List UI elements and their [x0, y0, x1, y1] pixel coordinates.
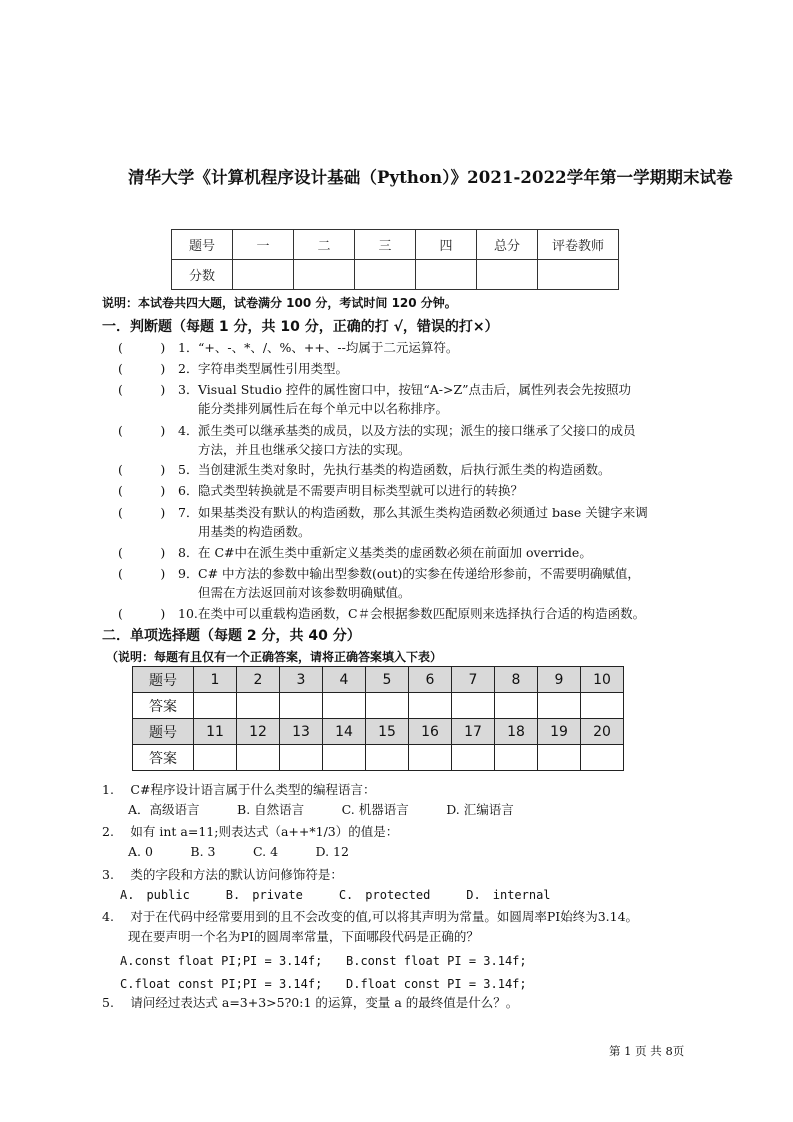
- question-options: A．高级语言 B. 自然语言 C. 机器语言 D. 汇编语言: [128, 802, 514, 817]
- question-text: 1. C#程序设计语言属于什么类型的编程语言：: [102, 782, 376, 797]
- answer-num-cell: 6: [409, 667, 452, 693]
- answer-label-cell: 答案: [133, 745, 194, 771]
- answer-num-cell: 18: [495, 719, 538, 745]
- question-options: [102, 951, 638, 971]
- option-c: C.float const PI;PI = 3.14f;: [120, 977, 323, 991]
- answer-num-cell: 10: [581, 667, 624, 693]
- answer-blank-cell[interactable]: [538, 745, 581, 771]
- answer-blank-cell[interactable]: [581, 693, 624, 719]
- section2-heading: 二．单项选择题（每题 2 分，共 40 分）: [102, 628, 361, 644]
- question-text: 5. 请问经过表达式 a=3+3>5?0:1 的运算，变量 a 的最终值是什么？。: [102, 995, 519, 1010]
- exam-title: 清华大学《计算机程序设计基础（Python）》2021-2022学年第一学期期末试卷: [128, 168, 733, 187]
- score-cell: 三: [355, 230, 416, 260]
- question-options: A. public B. private C. protected D. internal: [120, 888, 551, 902]
- answer-num-cell: 12: [237, 719, 280, 745]
- answer-num-cell: 7: [452, 667, 495, 693]
- tf-item: ( ) 3．Visual Studio 控件的属性窗口中，按钮“A->Z”点击后，属性列表会先按照功 能分类排列属性后在每个单元中以名称排序。: [118, 382, 632, 416]
- tf-item: ( ) 6．隐式类型转换就是不需要声明目标类型就可以进行的转换？: [118, 483, 524, 498]
- score-cell: 题号: [172, 230, 233, 260]
- score-table: [171, 229, 619, 290]
- answer-num-cell: 17: [452, 719, 495, 745]
- tf-item: ( ) 8．在 C#中在派生类中重新定义基类类的虚函数必须在前面加 override。: [118, 545, 592, 560]
- answer-num-cell: 1: [194, 667, 237, 693]
- answer-blank-cell[interactable]: [409, 745, 452, 771]
- answer-label-cell: 题号: [133, 719, 194, 745]
- question-options: A. 0 B. 3 C. 4 D. 12: [128, 844, 349, 859]
- question-text: 2. 如有 int a=11;则表达式（a++*1/3）的值是：: [102, 824, 399, 839]
- answer-num-cell: 4: [323, 667, 366, 693]
- answer-blank-cell[interactable]: [495, 693, 538, 719]
- score-header-row: [172, 230, 619, 260]
- answer-num-cell: 16: [409, 719, 452, 745]
- answer-blank-cell[interactable]: [237, 693, 280, 719]
- question-3: [102, 865, 551, 905]
- score-cell: 评卷教师: [538, 230, 619, 260]
- answer-num-row: [133, 667, 624, 693]
- answer-blank-cell[interactable]: [409, 693, 452, 719]
- answer-num-cell: 5: [366, 667, 409, 693]
- answer-blank-cell[interactable]: [280, 693, 323, 719]
- question-text-cont: 现在要声明一个名为PI的圆周率常量，下面哪段代码是正确的？: [128, 929, 479, 944]
- question-1: [102, 780, 514, 820]
- score-blank-cell[interactable]: [294, 260, 355, 290]
- answer-num-cell: 13: [280, 719, 323, 745]
- score-label-cell: 分数: [172, 260, 233, 290]
- answer-num-cell: 14: [323, 719, 366, 745]
- tf-item: ( ) 7．如果基类没有默认的构造函数，那么其派生类构造函数必须通过 base 关键字来调 用基类的构造函数。: [118, 505, 648, 539]
- page-footer: 第 1 页 共 8页: [609, 1044, 685, 1058]
- answer-blank-cell[interactable]: [323, 693, 366, 719]
- tf-item: ( ) 5．当创建派生类对象时，先执行基类的构造函数，后执行派生类的构造函数。: [118, 462, 611, 477]
- score-blank-cell[interactable]: [416, 260, 477, 290]
- answer-blank-cell[interactable]: [538, 693, 581, 719]
- option-b: B.const float PI = 3.14f;: [346, 954, 527, 968]
- question-5: [102, 993, 518, 1013]
- answer-blank-cell[interactable]: [237, 745, 280, 771]
- exam-note: 说明：本试卷共四大题，试卷满分 100 分，考试时间 120 分钟。: [102, 296, 457, 310]
- tf-item: ( ) 1．“+、-、*、/、%、++、--均属于二元运算符。: [118, 340, 459, 355]
- score-blank-cell[interactable]: [477, 260, 538, 290]
- answer-blank-cell[interactable]: [581, 745, 624, 771]
- answer-blank-row: [133, 693, 624, 719]
- option-a: A.const float PI;PI = 3.14f;: [120, 954, 323, 968]
- answer-label-cell: 题号: [133, 667, 194, 693]
- answer-num-cell: 19: [538, 719, 581, 745]
- answer-num-cell: 3: [280, 667, 323, 693]
- score-cell: 一: [233, 230, 294, 260]
- question-4: [102, 907, 638, 994]
- tf-item: ( ) 2．字符串类型属性引用类型。: [118, 361, 349, 376]
- score-value-row: [172, 260, 619, 290]
- score-blank-cell[interactable]: [355, 260, 416, 290]
- answer-blank-cell[interactable]: [452, 693, 495, 719]
- answer-num-cell: 20: [581, 719, 624, 745]
- score-blank-cell[interactable]: [538, 260, 619, 290]
- answer-table: [132, 666, 624, 771]
- answer-blank-cell[interactable]: [366, 693, 409, 719]
- question-2: [102, 822, 398, 862]
- tf-item: ( ) 10.在类中可以重载构造函数，C＃会根据参数匹配原则来选择执行合适的构造函数。: [118, 606, 646, 621]
- answer-blank-row: [133, 745, 624, 771]
- score-cell: 四: [416, 230, 477, 260]
- answer-num-cell: 9: [538, 667, 581, 693]
- answer-num-cell: 8: [495, 667, 538, 693]
- answer-blank-cell[interactable]: [495, 745, 538, 771]
- question-text: 4. 对于在代码中经常要用到的且不会改变的值,可以将其声明为常量。如圆周率PI始终为3.14。: [102, 909, 639, 924]
- answer-blank-cell[interactable]: [323, 745, 366, 771]
- tf-item: ( ) 9．C# 中方法的参数中输出型参数(out)的实参在传递给形参前，不需要明确赋值， 但需在方法返回前对该参数明确赋值。: [118, 566, 640, 600]
- score-blank-cell[interactable]: [233, 260, 294, 290]
- answer-num-cell: 15: [366, 719, 409, 745]
- answer-blank-cell[interactable]: [452, 745, 495, 771]
- answer-num-cell: 11: [194, 719, 237, 745]
- answer-num-row: [133, 719, 624, 745]
- answer-blank-cell[interactable]: [194, 745, 237, 771]
- option-d: D.float const PI = 3.14f;: [346, 977, 527, 991]
- section1-heading: 一．判断题（每题 1 分，共 10 分，正确的打 √，错误的打×）: [102, 319, 499, 335]
- question-text: 3. 类的字段和方法的默认访问修饰符是：: [102, 867, 343, 882]
- answer-blank-cell[interactable]: [280, 745, 323, 771]
- score-cell: 二: [294, 230, 355, 260]
- question-options: [102, 974, 638, 994]
- answer-blank-cell[interactable]: [194, 693, 237, 719]
- section2-subnote: （说明：每题有且仅有一个正确答案，请将正确答案填入下表）: [106, 650, 443, 664]
- answer-blank-cell[interactable]: [366, 745, 409, 771]
- answer-label-cell: 答案: [133, 693, 194, 719]
- tf-item: ( ) 4．派生类可以继承基类的成员，以及方法的实现；派生的接口继承了父接口的成员 方法，并且也继承父接口方法的实现。: [118, 423, 636, 457]
- answer-num-cell: 2: [237, 667, 280, 693]
- score-cell: 总分: [477, 230, 538, 260]
